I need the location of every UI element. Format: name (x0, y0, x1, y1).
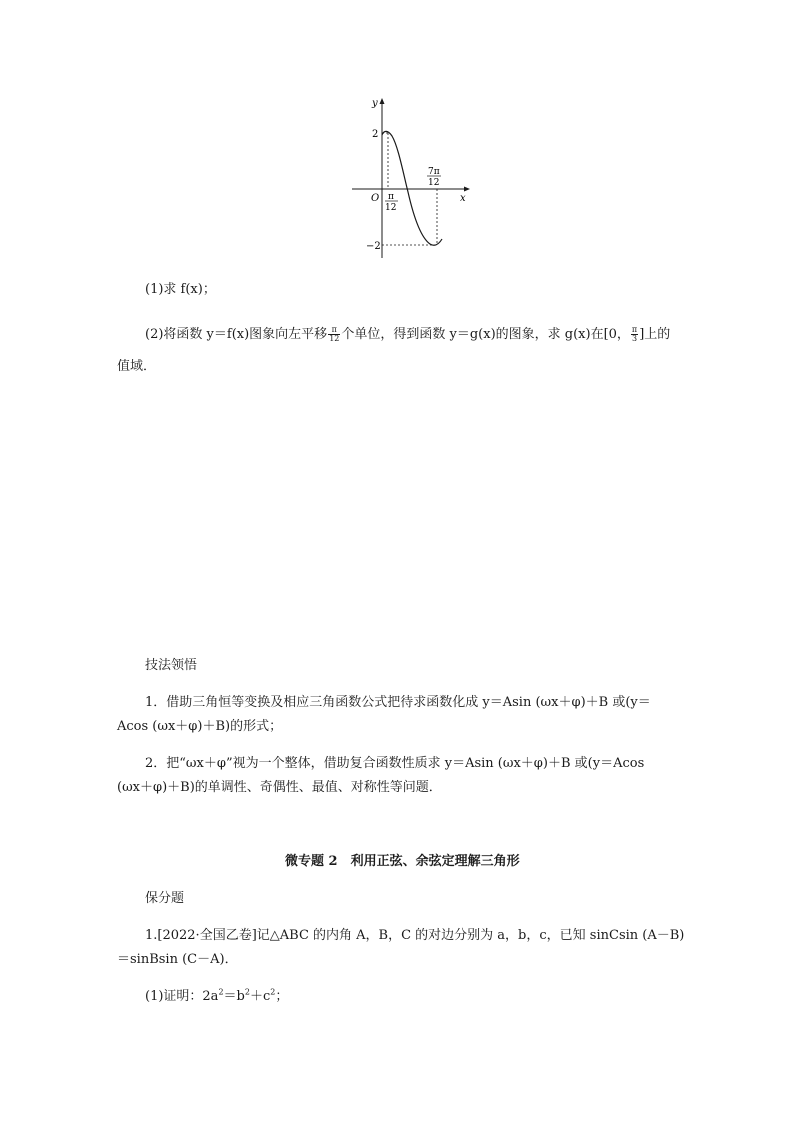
interval-fraction (631, 326, 638, 343)
tick1-denominator: 12 (385, 203, 397, 213)
shift-denominator: 12 (329, 334, 340, 343)
question-2-line1 (145, 326, 670, 344)
tips-item-1-line2: Acos (ωx＋φ)＋B)的形式； (117, 719, 283, 734)
problem-1-line2: ＝sinBsin (C－A)． (117, 952, 238, 967)
part1-mid2: ＋c (249, 989, 271, 1004)
x-axis-arrow (464, 187, 470, 192)
interval-numerator: π (631, 325, 638, 334)
tips-item-2-line1: 2．把“ωx＋φ”视为一个整体，借助复合函数性质求 y＝Asin (ωx＋φ)＋B 或(y＝Acos (145, 756, 645, 771)
question-1: (1)求 f(x)； (145, 282, 216, 297)
problem-1-part1 (145, 988, 288, 1006)
problem-1-line1: 1.[2022·全国乙卷]记△ABC 的内角 A，B，C 的对边分别为 a，b，c，已知 sinCsin (A－B) (145, 928, 685, 943)
question-2-text-a: (2)将函数 y＝f(x)图象向左平移 (145, 327, 328, 342)
y-axis-label: y (372, 98, 378, 109)
x-axis-label: x (460, 193, 466, 204)
function-graph (340, 92, 480, 262)
part1-end: ； (275, 989, 289, 1004)
tips-item-1-line1: 1．借助三角恒等变换及相应三角函数公式把待求函数化成 y＝Asin (ωx＋φ)＋B 或(y＝ (145, 695, 651, 710)
question-2-line2: 值域． (117, 359, 157, 374)
tips-item-2-line2: (ωx＋φ)＋B)的单调性、奇偶性、最值、对称性等问题． (117, 780, 442, 795)
question-2-text-c: ]上的 (639, 327, 671, 342)
part1-prefix: (1)证明：2a (145, 989, 219, 1004)
tips-heading: 技法领悟 (145, 658, 198, 673)
interval-denominator: 3 (632, 334, 638, 343)
y-max-label: 2 (372, 129, 379, 140)
tick1-numerator: π (388, 192, 394, 202)
exponent-b: 2 (244, 987, 250, 997)
origin-label: O (371, 193, 380, 204)
exponent-c: 2 (270, 987, 276, 997)
tick2-numerator: 7π (428, 167, 440, 177)
exponent-a: 2 (218, 987, 224, 997)
tick2-denominator: 12 (428, 178, 440, 188)
section-subheading: 保分题 (145, 891, 185, 906)
question-2-text-b: 个单位，得到函数 y＝g(x)的图象，求 g(x)在[0， (341, 327, 630, 342)
y-axis-arrow (380, 98, 385, 104)
section-title: 微专题 2 利用正弦、余弦定理解三角形 (285, 854, 520, 869)
y-min-label: −2 (366, 241, 381, 252)
shift-fraction (328, 326, 340, 343)
shift-numerator: π (328, 326, 340, 335)
sine-curve (382, 131, 442, 245)
part1-mid1: ＝b (223, 989, 245, 1004)
